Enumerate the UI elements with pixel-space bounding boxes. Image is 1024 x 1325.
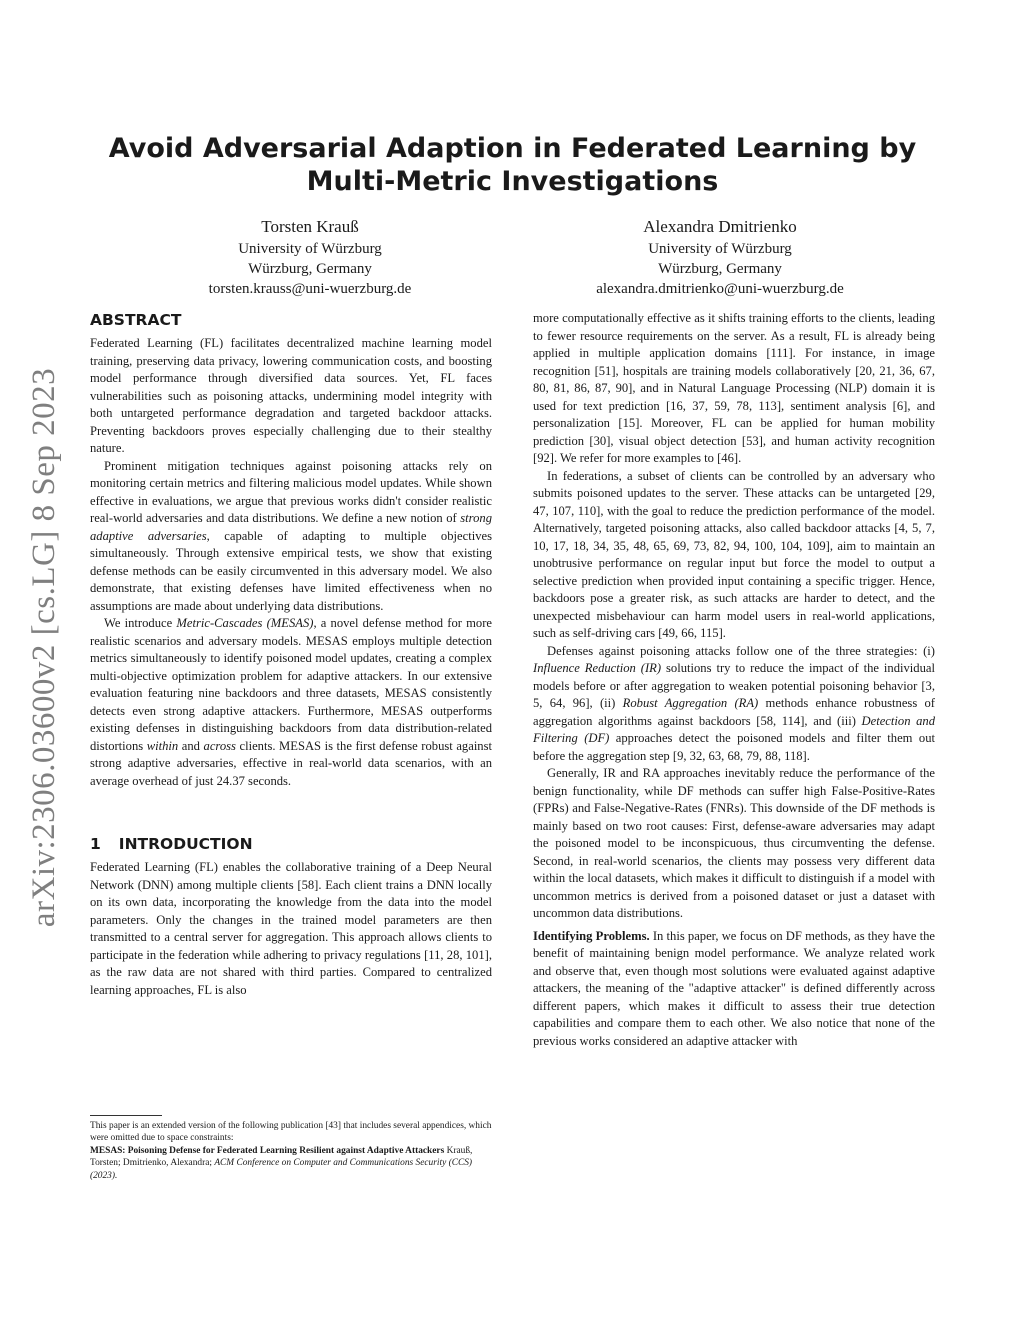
abstract-heading: ABSTRACT <box>90 311 182 329</box>
title-line-1: Avoid Adversarial Adaption in Federated Learning by <box>108 133 917 164</box>
footnote-text: This paper is an extended version of the following publication [43] that includes several appendices, which were omitted due to space constraints: <box>90 1121 492 1144</box>
author-affiliation: University of Würzburg <box>648 241 792 257</box>
author-email: torsten.krauss@uni-wuerzburg.de <box>208 281 412 297</box>
paper-title <box>90 132 935 198</box>
title-line-2: Multi-Metric Investigations <box>306 166 719 197</box>
author-name: Torsten Krauß <box>261 217 359 236</box>
intro-paragraph-5: Identifying Problems. In this paper, we focus on DF methods, as they have the benefit of maintaining benign model performance. We analyze related work and observe that, even though most solutions were evaluated against adaptive attackers, the meaning of the "adaptive attacker" is defined differently across different papers, which makes it difficult to assess their true detection capabilities and compare them to each other. We also notice that none of the previous works considered an adaptive attacker with <box>533 928 935 1048</box>
run-in-heading: Identifying Problems. <box>533 928 650 943</box>
intro-paragraph-1-continued: more computationally effective as it shifts training efforts to the clients, leading to fewer resource requirements on the server. As a result, FL is already being applied in multiple application domains [111]. For instance, in image recognition [51], hospitals are training models collaboratively [20, 21, 36, 67, 80, 81, 86, 87, 90], and in Natural Language Processing (NLP) domain it is used for text prediction [16, 37, 59, 78, 113], sentiment analysis [6], and personalization [15]. Moreover, FL can be applied for human mobility prediction [30], visual object detection [53], and human activity recognition [92]. We refer for more examples to [46]. <box>533 311 935 465</box>
abstract-paragraph-1: Federated Learning (FL) facilitates decentralized machine learning model training, preserving data privacy, lowering communication costs, and boosting model performance through diversified data sources. Yet, FL faces vulnerabilities such as poisoning attacks, undermining model integrity with both untargeted performance degradation and targeted backdoor attacks. Preventing backdoors proves especially challenging due to their stealthy nature. <box>90 336 492 455</box>
arxiv-identifier: arXiv:2306.03600v2 [cs.LG] 8 Sep 2023 <box>26 367 63 928</box>
intro-paragraph-3: Defenses against poisoning attacks follow one of the three strategies: (i) Influence Reduction (IR) solutions try to reduce the impact of the individual models before or after aggregation to weaken potential poisoning behavior [3, 5, 64, 96], (ii) Robust Aggregation (RA) methods enhance robustness of aggregation algorithms against backdoors [58, 114], and (iii) Detection and Filtering (DF) approaches detect the poisoned models and filter them out before the aggregation step [9, 32, 63, 68, 79, 88, 118]. <box>533 643 936 763</box>
intro-paragraph-2: In federations, a subset of clients can be controlled by an adversary who submits poisoned updates to the server. These attacks can be untargeted [29, 47, 107, 110], with the goal to reduce the prediction performance of the model. Alternatively, targeted poisoning attacks, also called backdoor attacks [4, 5, 7, 10, 17, 18, 34, 35, 48, 65, 69, 73, 82, 94, 100, 104, 109], aim to maintain an unobtrusive performance on regular input but force the model to output a selective prediction when provided input containing a specific trigger. Hence, backdoors pose a greater risk, as such attacks are harder to detect, and the unexpected misbehaviour can harm model users in real-world applications, such as self-driving cars [49, 66, 115]. <box>533 468 935 640</box>
intro-paragraph-1: Federated Learning (FL) enables the collaborative training of a Deep Neural Network (DNN) among multiple clients [58]. Each client trains a DNN locally on its own data, incorporating the knowledge from the data into the model parameters. Only the changes in the trained model parameters are then transmitted to a central server for aggregation. This approach allows clients to participate in the federation while adhering to privacy regulations [11, 28, 101], as the raw data are not shared with third parties. Compared to centralized learning approaches, FL is also <box>90 860 492 997</box>
right-column <box>533 310 935 1050</box>
abstract-paragraph-3: We introduce Metric-Cascades (MESAS), a novel defense method for more realistic scenarios and adversary models. MESAS employs multiple detection metrics simultaneously to identify poisoned model updates, creating a complex multi-objective optimization problem for adaptive attackers. In our extensive evaluation featuring nine backdoors and three datasets, MESAS consistently detects even strong adaptive attackers. Furthermore, MESAS outperforms existing defenses in distinguishing backdoors from data distribution-related distortions within and across clients. MESAS is the first defense robust against strong adaptive adversaries, effective in real-world data scenarios, with an average overhead of just 24.37 seconds. <box>90 616 493 788</box>
author-location: Würzburg, Germany <box>248 261 372 277</box>
footnote-rule <box>90 1115 162 1116</box>
author-location: Würzburg, Germany <box>658 261 782 277</box>
left-column <box>90 310 492 999</box>
author-block-2 <box>560 215 880 299</box>
author-name: Alexandra Dmitrienko <box>643 217 797 236</box>
introduction-heading: 1 INTRODUCTION <box>90 835 253 853</box>
author-affiliation: University of Würzburg <box>238 241 382 257</box>
footnote-citation: MESAS: Poisoning Defense for Federated Learning Resilient against Adaptive Attackers Krauß, Torsten; Dmitrienko, Alexandra; ACM Conference on Computer and Communications Security (CCS) (2023). <box>90 1145 473 1181</box>
arxiv-stamp <box>20 365 70 930</box>
abstract-paragraph-2: Prominent mitigation techniques against poisoning attacks rely on monitoring certain metrics and filtering malicious model updates. While shown effective in evaluations, we argue that previous works didn't consider realistic real-world adversaries and data distributions. We define a new notion of strong adaptive adversaries, capable of adapting to multiple objectives simultaneously. Through extensive empirical tests, we show that existing defense methods can be easily circumvented in this adversary model. We also demonstrate, that existing defenses have limited effectiveness when no assumptions are made about underlying data distributions. <box>90 458 492 613</box>
author-block-1 <box>160 215 460 299</box>
footnote <box>90 1115 492 1182</box>
author-email: alexandra.dmitrienko@uni-wuerzburg.de <box>596 281 844 297</box>
intro-paragraph-4: Generally, IR and RA approaches inevitably reduce the performance of the benign functionality, while DF methods can suffer high False-Positive-Rates (FPRs) and False-Negative-Rates (FNRs). This downside of the DF methods is mainly based on two root causes: First, defense-aware adversaries may adapt the poisoned model to be inconspicuous, thus circumventing the defense. Second, in real-world scenarios, the clients may possess very different data within the local datasets, which makes it difficult to distinguish if a model with uncommon metrics is derived from a poisoned dataset or just a dataset with uncommon data distributions. <box>533 766 935 920</box>
